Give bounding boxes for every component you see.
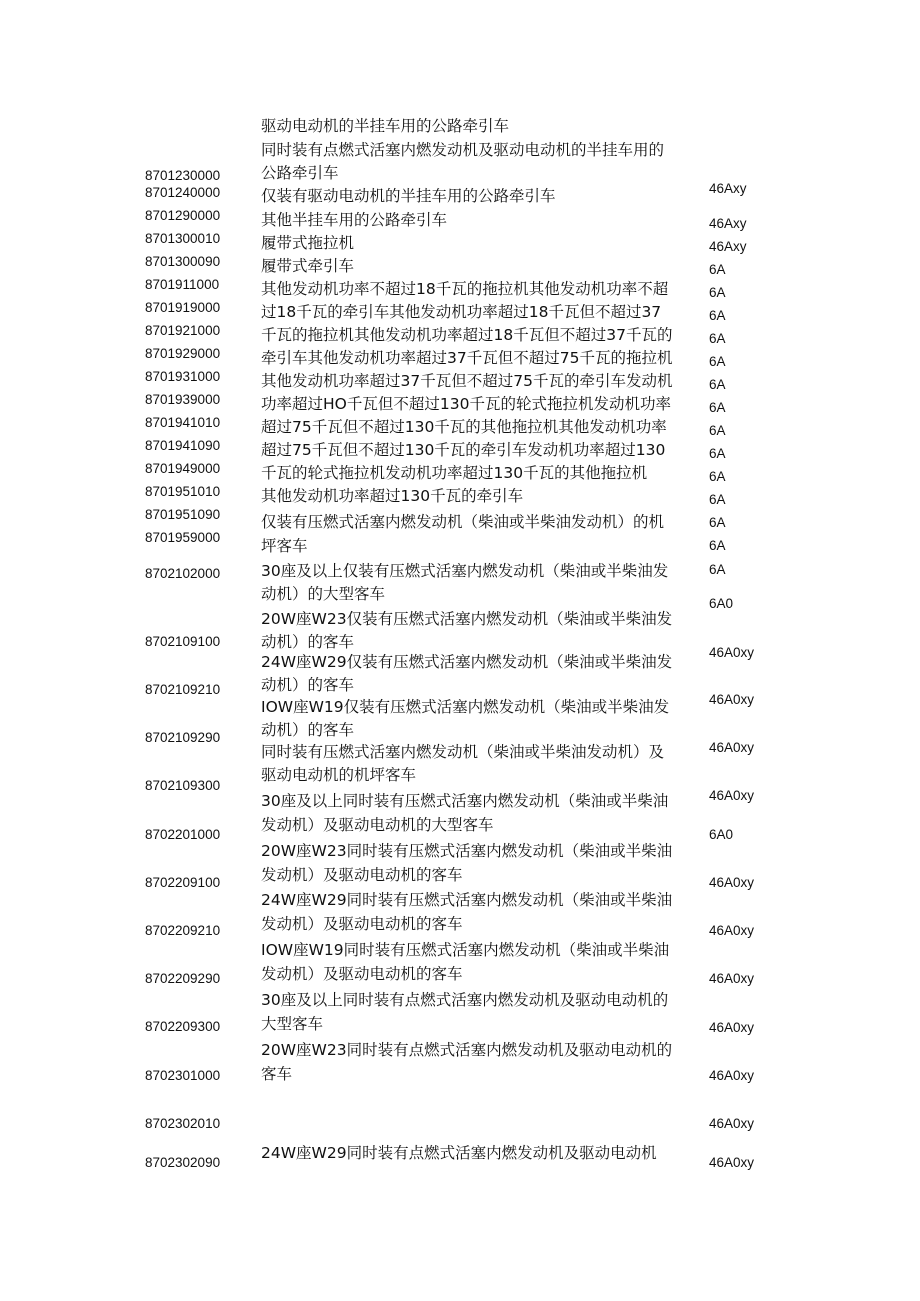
tariff-code: 6A	[709, 538, 726, 553]
description-line: 履带式拖拉机	[261, 234, 355, 252]
tariff-code: 6A	[709, 423, 726, 438]
description-line: 30座及以上同时装有点燃式活塞内燃发动机及驱动电动机的	[261, 991, 669, 1009]
description-line: 仅装有驱动电动机的半挂车用的公路牵引车	[261, 187, 556, 205]
hs-code: 8701939000	[145, 392, 221, 407]
description-line: 动机）的客车	[261, 676, 355, 694]
description-line: 20W座W23同时装有点燃式活塞内燃发动机及驱动电动机的	[261, 1041, 673, 1059]
hs-code: 8702302090	[145, 1155, 221, 1170]
hs-code: 8701929000	[145, 346, 221, 361]
description-line: 同时装有点燃式活塞内燃发动机及驱动电动机的半挂车用的	[261, 141, 665, 159]
description-line: 坪客车	[261, 537, 308, 555]
description-line: 牵引车其他发动机功率超过37千瓦但不超过75千瓦的拖拉机	[261, 349, 673, 367]
description-line: 同时装有压燃式活塞内燃发动机（柴油或半柴油发动机）及	[261, 743, 665, 761]
description-line: 客车	[261, 1065, 293, 1083]
hs-code: 8701931000	[145, 369, 221, 384]
hs-code: 8701921000	[145, 323, 221, 338]
description-line: 超过75千瓦但不超过130千瓦的其他拖拉机其他发动机功率	[261, 418, 667, 436]
description-line: 公路牵引车	[261, 164, 339, 182]
hs-code: 8701300090	[145, 254, 221, 269]
description-line: 功率超过HO千瓦但不超过130千瓦的轮式拖拉机发动机功率	[261, 395, 671, 413]
description-line: 过18千瓦的牵引车其他发动机功率超过18千瓦但不超过37	[261, 303, 662, 321]
hs-code: 8702209210	[145, 923, 221, 938]
description-line: 20W座W23同时装有压燃式活塞内燃发动机（柴油或半柴油	[261, 842, 673, 860]
description-line: 千瓦的拖拉机其他发动机功率超过18千瓦但不超过37千瓦的	[261, 326, 673, 344]
tariff-code: 6A0	[709, 827, 734, 842]
description-line: 超过75千瓦但不超过130千瓦的牵引车发动机功率超过130	[261, 441, 666, 459]
tariff-code: 6A	[709, 354, 726, 369]
hs-code: 8702209300	[145, 1019, 221, 1034]
description-line: 其他发动机功率超过37千瓦但不超过75千瓦的牵引车发动机	[261, 372, 673, 390]
tariff-code: 46A0xy	[709, 692, 755, 707]
description-line: 其他发动机功率超过130千瓦的牵引车	[261, 487, 524, 505]
hs-code: 8701949000	[145, 461, 221, 476]
description-line: 24W座W29仅装有压燃式活塞内燃发动机（柴油或半柴油发	[261, 653, 673, 671]
hs-code: 8702109300	[145, 778, 221, 793]
description-line: IOW座W19同时装有压燃式活塞内燃发动机（柴油或半柴油	[261, 941, 670, 959]
tariff-code: 6A0	[709, 596, 734, 611]
description-line: 驱动电动机的机坪客车	[261, 766, 417, 784]
hs-code: 8702209100	[145, 875, 221, 890]
tariff-code: 46A0xy	[709, 645, 755, 660]
description-line: 大型客车	[261, 1015, 324, 1033]
hs-code: 8701951090	[145, 507, 221, 522]
description-line: 履带式牵引车	[261, 257, 355, 275]
description-line: 24W座W29同时装有点燃式活塞内燃发动机及驱动电动机	[261, 1144, 657, 1162]
hs-code: 8702302010	[145, 1116, 221, 1131]
tariff-code: 46A0xy	[709, 1068, 755, 1083]
description-line: IOW座W19仅装有压燃式活塞内燃发动机（柴油或半柴油发	[261, 698, 670, 716]
tariff-code: 6A	[709, 469, 726, 484]
tariff-code: 6A	[709, 262, 726, 277]
hs-code: 8701941090	[145, 438, 221, 453]
description-line: 动机）的大型客车	[261, 585, 386, 603]
hs-code: 8702109210	[145, 682, 221, 697]
tariff-code: 46Axy	[709, 216, 747, 231]
hs-code: 8702201000	[145, 827, 221, 842]
tariff-code: 46A0xy	[709, 875, 755, 890]
hs-code: 8701240000	[145, 185, 221, 200]
hs-code: 8701290000	[145, 208, 221, 223]
tariff-code: 6A	[709, 492, 726, 507]
hs-code: 8702109290	[145, 730, 221, 745]
hs-code: 8702102000	[145, 566, 221, 581]
tariff-code: 46A0xy	[709, 1116, 755, 1131]
tariff-code: 6A	[709, 331, 726, 346]
tariff-code: 6A	[709, 446, 726, 461]
description-line: 动机）的客车	[261, 633, 355, 651]
hs-code: 8702301000	[145, 1068, 221, 1083]
tariff-code: 46A0xy	[709, 923, 755, 938]
description-line: 其他半挂车用的公路牵引车	[261, 211, 448, 229]
tariff-code: 46Axy	[709, 181, 747, 196]
description-line: 发动机）及驱动电动机的客车	[261, 866, 463, 884]
tariff-code: 46A0xy	[709, 740, 755, 755]
description-line: 发动机）及驱动电动机的客车	[261, 915, 463, 933]
tariff-code: 46A0xy	[709, 1155, 755, 1170]
description-line: 千瓦的轮式拖拉机发动机功率超过130千瓦的其他拖拉机	[261, 464, 648, 482]
hs-code: 8701300010	[145, 231, 221, 246]
description-line: 发动机）及驱动电动机的客车	[261, 965, 463, 983]
hs-code: 8701919000	[145, 300, 221, 315]
tariff-code: 6A	[709, 400, 726, 415]
description-line: 其他发动机功率不超过18千瓦的拖拉机其他发动机功率不超	[261, 280, 669, 298]
hs-code: 8701941010	[145, 415, 221, 430]
description-line: 24W座W29同时装有压燃式活塞内燃发动机（柴油或半柴油	[261, 891, 673, 909]
hs-code: 8702209290	[145, 971, 221, 986]
tariff-code: 46Axy	[709, 239, 747, 254]
description-line: 30座及以上仅装有压燃式活塞内燃发动机（柴油或半柴油发	[261, 562, 669, 580]
tariff-code: 46A0xy	[709, 788, 755, 803]
tariff-code: 46A0xy	[709, 1020, 755, 1035]
hs-code: 8701959000	[145, 530, 221, 545]
tariff-code: 46A0xy	[709, 971, 755, 986]
tariff-code: 6A	[709, 562, 726, 577]
tariff-code: 6A	[709, 285, 726, 300]
tariff-code: 6A	[709, 515, 726, 530]
description-line: 动机）的客车	[261, 721, 355, 739]
hs-code: 8701951010	[145, 484, 221, 499]
hs-code: 8701230000	[145, 168, 221, 183]
hs-code: 8702109100	[145, 634, 221, 649]
description-line: 20W座W23仅装有压燃式活塞内燃发动机（柴油或半柴油发	[261, 610, 673, 628]
tariff-code: 6A	[709, 377, 726, 392]
description-line: 驱动电动机的半挂车用的公路牵引车	[261, 117, 510, 135]
tariff-code: 6A	[709, 308, 726, 323]
description-line: 发动机）及驱动电动机的大型客车	[261, 816, 494, 834]
description-line: 30座及以上同时装有压燃式活塞内燃发动机（柴油或半柴油	[261, 792, 669, 810]
hs-code: 8701911000	[145, 277, 220, 292]
description-line: 仅装有压燃式活塞内燃发动机（柴油或半柴油发动机）的机	[261, 513, 665, 531]
